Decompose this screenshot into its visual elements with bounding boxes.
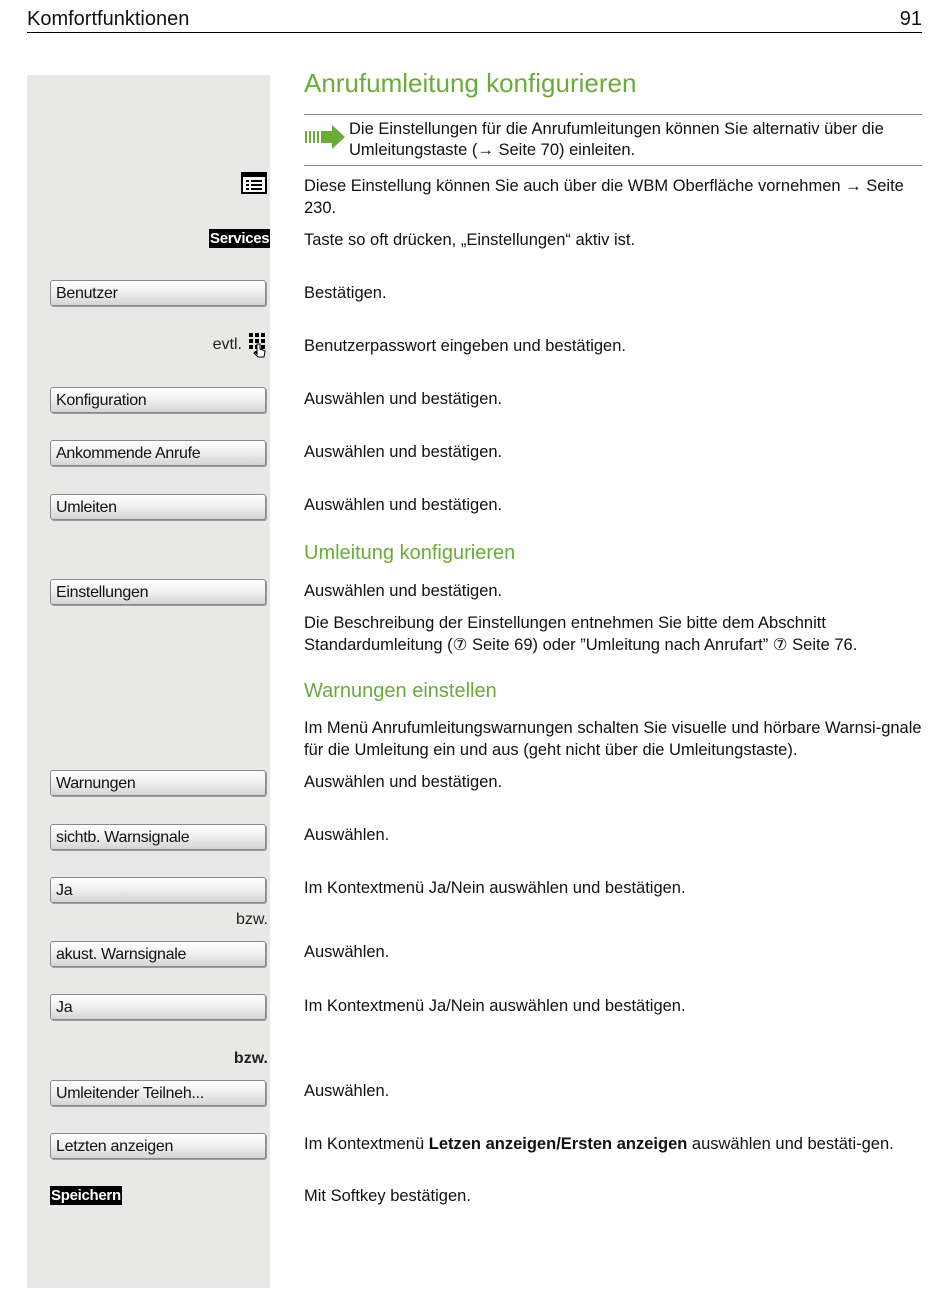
akust-warnsignale-button[interactable]: akust. Warnsignale: [50, 941, 266, 967]
benutzer-step-text: Bestätigen.: [304, 284, 387, 302]
einstellungen-step-text: Auswählen und bestätigen.: [304, 582, 503, 600]
umleiten-button[interactable]: Umleiten: [50, 494, 266, 520]
umleiten-step-text: Auswählen und bestätigen.: [304, 496, 503, 514]
einstellungen-button[interactable]: Einstellungen: [50, 579, 266, 605]
umleitender-teilnehmer-button[interactable]: Umleitender Teilneh...: [50, 1080, 266, 1106]
speichern-step-text: Mit Softkey bestätigen.: [304, 1187, 471, 1205]
letzten-step-text: [304, 1133, 924, 1155]
akust-step-text: Auswählen.: [304, 943, 390, 961]
note-text: Die Einstellungen für die Anrufumleitungen können Sie alternativ über die Umleitungstaste (→ Seite 70) einleiten.: [349, 120, 884, 159]
page-number: 91: [899, 8, 922, 30]
letzten-text-sep: /: [556, 1135, 561, 1153]
einstellungen-description: Die Beschreibung der Einstellungen entnehmen Sie bitte dem Abschnitt Standardumleitung (⑦ Seite 69) oder ”Umleitung nach Anrufart” ⑦ Seite 76.: [304, 614, 858, 654]
subheading-warnungen: Warnungen einstellen: [304, 680, 497, 702]
password-step-text: Benutzerpasswort eingeben und bestätigen.: [304, 337, 626, 355]
bzw-label: bzw.: [235, 911, 268, 928]
letzten-anzeigen-button[interactable]: Letzten anzeigen: [50, 1133, 266, 1159]
ja-visual-step-text: Im Kontextmenü Ja/Nein auswählen und bestätigen.: [304, 879, 686, 897]
services-key[interactable]: Services: [210, 230, 270, 247]
warnungen-button[interactable]: Warnungen: [50, 770, 266, 796]
ankommende-step-text: Auswählen und bestätigen.: [304, 443, 503, 461]
page-title: Anrufumleitung konfigurieren: [304, 68, 637, 98]
sichtb-step-text: Auswählen.: [304, 826, 390, 844]
letzten-text-bold-1: Letzen anzeigen: [428, 1135, 557, 1153]
umleitender-step-text: Auswählen.: [304, 1082, 390, 1100]
section-title: Komfortfunktionen: [27, 8, 190, 30]
letzten-text-pre: Im Kontextmenü: [304, 1135, 429, 1153]
note-box: [304, 114, 922, 166]
speichern-key[interactable]: Speichern: [51, 1187, 121, 1204]
sichtb-warnsignale-button[interactable]: sichtb. Warnsignale: [50, 824, 266, 850]
evtl-label: evtl.: [212, 336, 242, 353]
benutzer-button[interactable]: Benutzer: [50, 280, 266, 306]
menu-step-text: Diese Einstellung können Sie auch über die WBM Oberfläche vornehmen → Seite 230.: [304, 177, 904, 217]
ja-button-acoustic[interactable]: Ja: [50, 994, 266, 1020]
keypad-icon[interactable]: [248, 332, 268, 358]
konfiguration-button[interactable]: Konfiguration: [50, 387, 266, 413]
menu-list-icon: [241, 172, 267, 194]
ankommende-anrufe-button[interactable]: Ankommende Anrufe: [50, 440, 266, 466]
letzten-text-post: auswählen und bestäti-gen.: [687, 1135, 894, 1153]
left-column: [27, 75, 270, 1288]
warnungen-step-text: Auswählen und bestätigen.: [304, 773, 503, 791]
ja-acoustic-step-text: Im Kontextmenü Ja/Nein auswählen und bestätigen.: [304, 997, 686, 1015]
subheading-umleitung: Umleitung konfigurieren: [304, 542, 516, 564]
letzten-text-bold-2: Ersten anzeigen: [560, 1135, 688, 1153]
arrow-note-icon: [304, 124, 346, 150]
bzw-label-bold: bzw.: [233, 1050, 268, 1067]
page-header: [27, 6, 922, 33]
warnungen-intro: Im Menü Anrufumleitungswarnungen schalten Sie visuelle und hörbare Warnsi-gnale für die Umleitung ein und aus (geht nicht über die Umleitungstaste).: [304, 719, 922, 759]
services-step-text: Taste so oft drücken, „Einstellungen“ aktiv ist.: [304, 231, 636, 249]
konfiguration-step-text: Auswählen und bestätigen.: [304, 390, 503, 408]
ja-button-visual[interactable]: Ja: [50, 877, 266, 903]
